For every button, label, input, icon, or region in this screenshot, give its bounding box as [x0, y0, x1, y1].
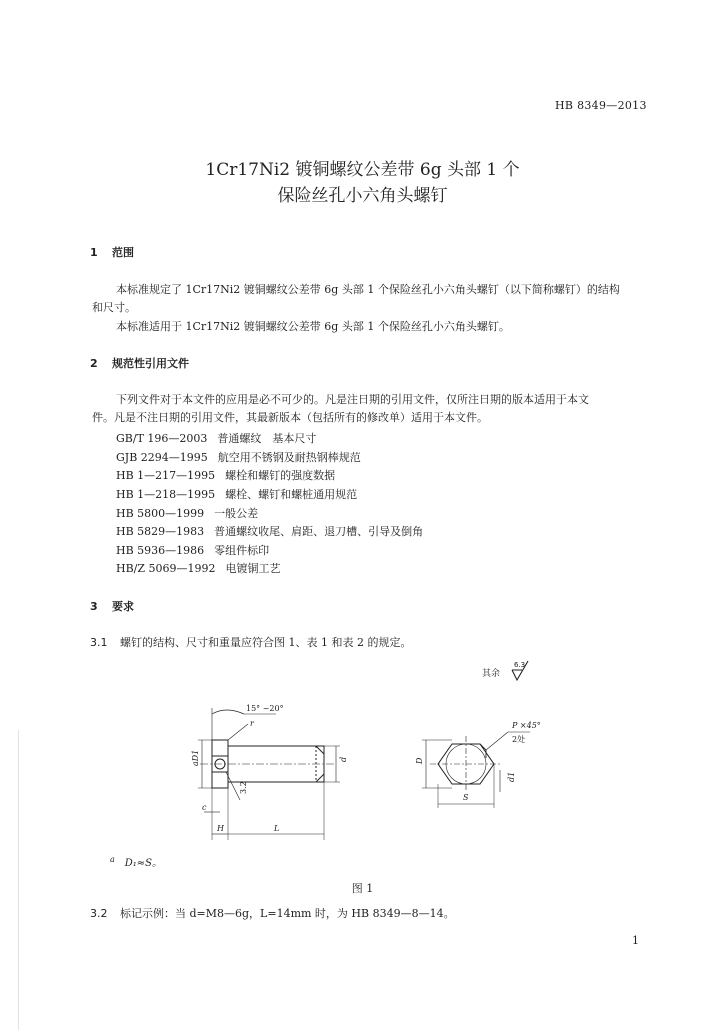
surface-roughness-symbol — [482, 660, 542, 690]
reference-title: 普通螺纹 基本尺寸 — [217, 432, 317, 445]
figure-footnote — [110, 854, 162, 869]
clause-3-2 — [90, 905, 455, 921]
dim-3-2-label: 3.2 — [239, 781, 248, 794]
reference-title: 螺栓、螺钉和螺桩通用规范 — [225, 488, 358, 501]
reference-item — [116, 523, 423, 539]
c-dimension-label: c — [202, 803, 207, 812]
reference-code: HB 5936—1986 — [116, 544, 205, 557]
reference-item — [116, 449, 361, 465]
p-chamfer-label: P ×45° — [512, 721, 541, 730]
reference-title: 普通螺纹收尾、肩距、退刀槽、引导及倒角 — [214, 525, 424, 538]
reference-title: 螺栓和螺钉的强度数据 — [225, 469, 336, 482]
reference-item — [116, 505, 258, 521]
p-chamfer-note: 2处 — [512, 735, 526, 744]
roughness-value: 6.3 — [514, 661, 526, 669]
figure-caption: 图 1 — [351, 882, 374, 895]
reference-item — [116, 560, 281, 576]
s-dimension-label: S — [463, 793, 469, 802]
roughness-label: 其余 — [482, 669, 501, 679]
reference-item — [116, 542, 269, 558]
section-heading-normative-refs — [90, 355, 189, 371]
reference-code: GJB 2294—1995 — [116, 451, 208, 464]
reference-item — [116, 430, 316, 446]
scope-paragraph-1-line2: 和尺寸。 — [92, 301, 136, 314]
reference-code: HB 5829—1983 — [116, 525, 205, 538]
page-number: 1 — [632, 934, 639, 947]
section-number: 1 — [90, 246, 98, 259]
reference-code: GB/T 196—2003 — [116, 432, 208, 445]
r-label: r — [250, 719, 254, 728]
big-d-dimension-label: D — [415, 757, 424, 764]
small-d1-dimension-label: d1 — [507, 771, 516, 782]
section-title: 范围 — [112, 246, 134, 259]
d-dimension-label: d — [339, 756, 348, 762]
angle-label: 15° ~20° — [246, 704, 284, 713]
d1-dimension-label: aD1 — [191, 749, 200, 766]
reference-title: 零组件标印 — [214, 544, 270, 557]
refs-intro-line1: 下列文件对于本文件的应用是必不可少的。凡是注日期的引用文件，仅所注日期的版本适用于本文 — [116, 393, 589, 406]
reference-title: 一般公差 — [214, 507, 259, 520]
h-dimension-label: H — [217, 824, 224, 833]
reference-code: HB 1—218—1995 — [116, 488, 216, 501]
document-title-line1: 1Cr17Ni2 镀铜螺纹公差带 6g 头部 1 个 — [205, 160, 520, 180]
footnote-text: D₁≈S。 — [124, 858, 163, 869]
figure-1-drawing — [190, 700, 550, 850]
section-heading-scope — [90, 244, 134, 260]
clause-text: 螺钉的结构、尺寸和重量应符合图 1、表 1 和表 2 的规定。 — [120, 636, 412, 649]
scope-paragraph-2: 本标准适用于 1Cr17Ni2 镀铜螺纹公差带 6g 头部 1 个保险丝孔小六角头螺钉。 — [116, 320, 510, 333]
scan-margin-line — [18, 730, 19, 1030]
clause-number: 3.2 — [90, 907, 108, 920]
standard-code: HB 8349—2013 — [555, 99, 647, 112]
reference-code: HB/Z 5069—1992 — [116, 562, 216, 575]
clause-3-1 — [90, 634, 411, 650]
section-title: 要求 — [112, 600, 134, 613]
clause-number: 3.1 — [90, 636, 108, 649]
reference-title: 电镀铜工艺 — [225, 562, 281, 575]
section-title: 规范性引用文件 — [112, 357, 189, 370]
clause-text: 标记示例：当 d=M8—6g，L=14mm 时，为 HB 8349—8—14。 — [120, 907, 455, 920]
reference-item — [116, 467, 335, 483]
refs-intro-line2: 件。凡是不注日期的引用文件，其最新版本（包括所有的修改单）适用于本文件。 — [92, 411, 488, 424]
section-number: 3 — [90, 600, 98, 613]
reference-title: 航空用不锈钢及耐热钢棒规范 — [217, 451, 361, 464]
footnote-mark: a — [110, 854, 115, 864]
reference-code: HB 1—217—1995 — [116, 469, 216, 482]
l-dimension-label: L — [274, 824, 280, 833]
scope-paragraph-1-line1: 本标准规定了 1Cr17Ni2 镀铜螺纹公差带 6g 头部 1 个保险丝孔小六角头螺钉（以下简称螺钉）的结构 — [116, 283, 620, 296]
document-title-line2: 保险丝孔小六角头螺钉 — [277, 186, 448, 206]
reference-code: HB 5800—1999 — [116, 507, 205, 520]
section-number: 2 — [90, 357, 98, 370]
section-heading-requirements — [90, 598, 134, 614]
reference-item — [116, 486, 357, 502]
